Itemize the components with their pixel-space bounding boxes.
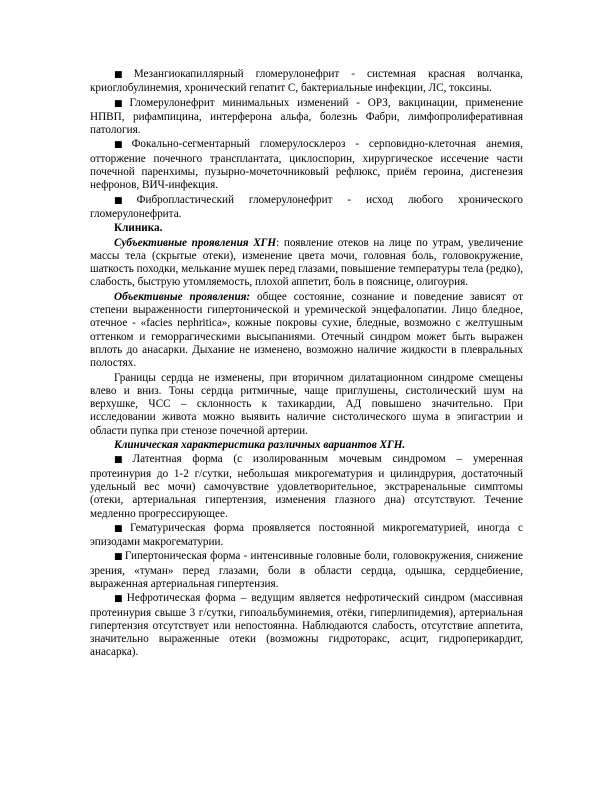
heart-paragraph: Границы сердца не изменены, при вторичном дилатационном синдроме смещены влево и вниз. Тоны сердца ритмичные, чаще приглушены, систолический шум на верхушке, ЧСС – склонность к тахикардии, АД повышено значительно. При исследовании живота можно выявить наличие систолического шума в эпигастрии и области пупка при стенозе почечной артерии. — [90, 371, 523, 437]
section-heading-clinic: Клиника. — [114, 222, 163, 235]
subjective-text: : появление отеков на лице по утрам, увеличение массы тела (скрытые отеки), изменение цвета мочи, головная боль, головокружение, шаткость походки, мелькание мушек перед глазами, повышение температуры тела (редко), слабость, быструю утомляемость, плохой аппетит, боль в пояснице, олигоурия. — [90, 236, 523, 289]
list-item — [90, 97, 523, 138]
objective-lead: Объективные проявления: — [114, 290, 251, 303]
bullet-icon: ■ — [114, 98, 128, 109]
bullet-icon: ■ — [114, 455, 131, 466]
list-item — [90, 68, 523, 96]
list-item — [90, 194, 523, 222]
bullet-icon: ■ — [114, 552, 123, 563]
objective-text: общее состояние, сознание и поведение зависят от степени выраженности гипертонической и уремической энцефалопатии. Лицо бледное, отечное - «facies nephritica», кожные покровы сухие, бледные, возможно с желтушным оттенком и геморрагическими высыпаниями. Отечный синдром может быть выражен вплоть до анасарки. Дыхание не изменено, возможно наличие жидкости в плевральных полостях. — [90, 290, 523, 370]
objective-paragraph — [90, 291, 523, 371]
list-item — [90, 592, 523, 659]
list-item-text: Мезангиокапиллярный гломерулонефрит - системная красная волчанка, криоглобулинемия, хронический гепатит С, бактериальные инфекции, ЛС, токсины. — [90, 68, 523, 95]
list-item-text: Гипертоническая форма - интенсивные головные боли, головокружения, снижение зрения, «туман» перед глазами, боли в области сердца, одышка, сердцебиение, выраженная артериальная гипертензия. — [90, 550, 523, 590]
list-item — [90, 550, 523, 591]
list-item — [90, 138, 523, 192]
bullet-icon: ■ — [114, 140, 130, 151]
bullet-icon: ■ — [114, 70, 132, 80]
bullet-icon: ■ — [114, 523, 129, 534]
list-item-text: Фокально-сегментарный гломерулосклероз - серповидно-клеточная анемия, отторжение почечного трансплантата, циклоспорин, хирургическое иссечение части почечной паренхимы, пузырно-мочеточниковый рефлюкс, приём героина, дисгенезия нефронов, ВИЧ-инфекция. — [90, 138, 523, 192]
subjective-lead: Субъективные проявления ХГН — [114, 236, 277, 249]
bullet-icon: ■ — [114, 594, 125, 605]
list-item — [90, 522, 523, 550]
bullet-icon: ■ — [114, 195, 135, 206]
list-item-text: Гломерулонефрит минимальных изменений - ОРЗ, вакцинации, применение НПВП, рифампицина, интерферона альфа, болезнь Фабри, лимфопролиферативная патология. — [90, 96, 523, 137]
subjective-paragraph — [90, 237, 523, 290]
list-item-text: Латентная форма (с изолированным мочевым синдромом – умеренная протеинурия до 1-2 г/сутки, небольшая микрогематурия и цилиндрурия, достаточный удельный вес мочи) самочувствие удовлетворительное, экстраренальные симптомы (отеки, артериальная гипертензия, изменения глазного дна) отсутствуют. Течение медленно прогрессирующее. — [90, 453, 523, 520]
list-item-text: Нефротическая форма – ведущим является нефротический синдром (массивная протеинурия свыше 3 г/сутки, гипоальбуминемия, отёки, гиперлипидемия), артериальная гипертензия отсутствует или непостоянна. Наблюдаются слабость, отсутствие аппетита, значительно выраженные отеки (возможны гидроторакс, асцит, гидроперикардит, анасарка). — [90, 592, 523, 659]
list-item-text: Фибропластический гломерулонефрит - исход любого хронического гломерулонефрита. — [90, 193, 523, 220]
list-item-text: Гематурическая форма проявляется постоянной микрогематурией, иногда с эпизодами макрогематурии. — [90, 521, 523, 549]
document-page — [90, 68, 523, 661]
section-heading-variants: Клиническая характеристика различных вариантов ХГН. — [114, 439, 406, 452]
list-item — [90, 453, 523, 520]
